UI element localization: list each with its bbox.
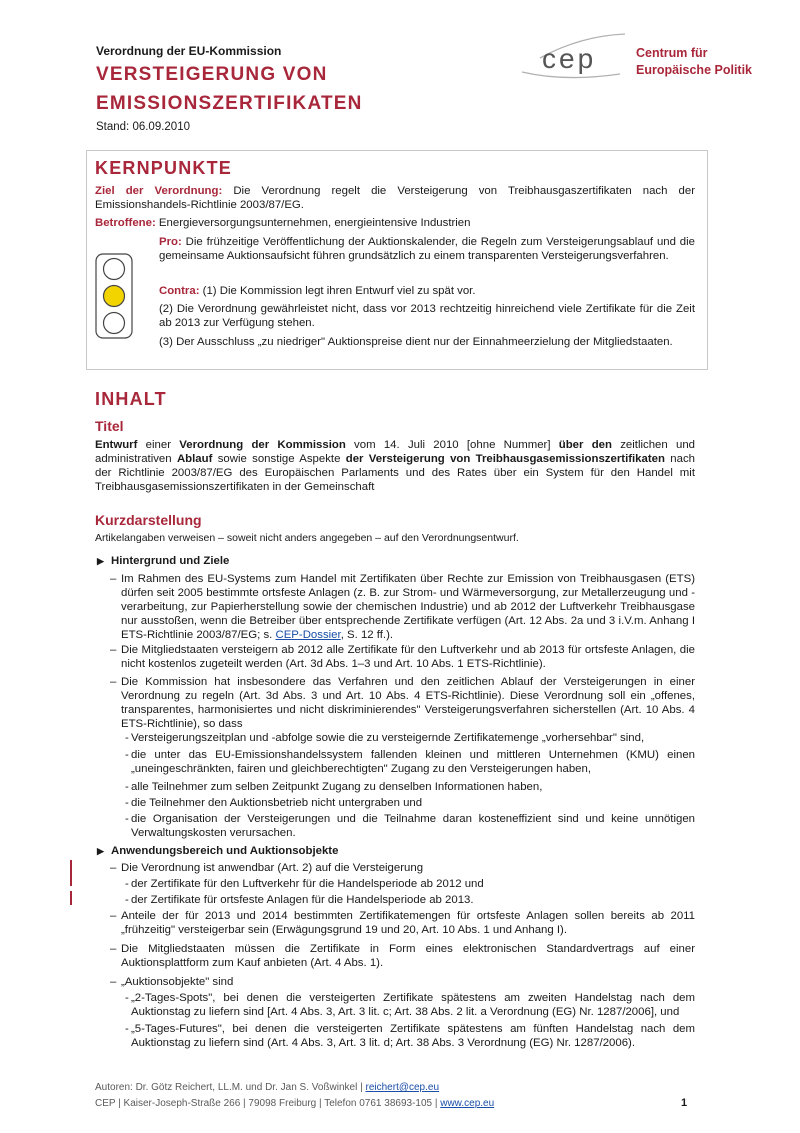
sub-list-item <box>125 893 695 907</box>
footer-authors-text: Autoren: Dr. Götz Reichert, LL.M. und Dr. Jan S. Voßwinkel | <box>95 1082 366 1093</box>
sub-bullet: - <box>125 732 129 744</box>
titel-part: vom 14. Juli 2010 [ohne Nummer] <box>345 439 559 451</box>
list-item-text: Anteile der für 2013 und 2014 bestimmten Zertifikatemengen für ortsfeste Anlagen sollen bereits ab 2011 „frühzeitig" versteigerbar sein (Erwägungsgrund 19 und 20, Art. 10 Abs. 1 und Anhang I). <box>121 910 695 936</box>
traffic-light-yellow-lamp <box>104 286 125 307</box>
list-item-text: Im Rahmen des EU-Systems zum Handel mit Zertifikaten über Rechte zur Emission von Treibhausgasen (ETS) dürfen seit 2005 bestimmte ortsfeste Anlagen (z. B. zur Strom- und Wärmeversorgung, zur Metallerzeugung und -verarbeitung, zur Papierherstellung sowie der chemischen Industrie) und ab 2012 der Luftverkehr Treibhausgase nur ausstoßen, wenn die Betreiber über entsprechende Zertifikate verfügen (Art. 12 Abs. 2a und 3 i.V.m. Anhang I ETS-Richtlinie 2003/87/EG; s. <box>121 573 695 641</box>
document-date: Stand: 06.09.2010 <box>96 121 190 133</box>
sub-list-item-text: „2-Tages-Spots", bei denen die versteigerten Zertifikate spätestens am zweiten Handelstag nach dem Auktionstag zu liefern sind [Art. 4 Abs. 3, Art. 3 lit. c; Art. 38 Abs. 2 lit. a Verordnung (EG) Nr. 1287/2006], und <box>131 992 695 1018</box>
sub-bullet: - <box>125 797 129 809</box>
triangle-bullet-icon: ▶ <box>97 846 104 856</box>
sub-bullet: - <box>125 1023 129 1035</box>
betroffene-label: Betroffene: <box>95 217 156 229</box>
logo-wordmark: cep <box>542 43 597 74</box>
list-item <box>110 572 695 642</box>
list-item <box>110 643 695 671</box>
sub-list-item <box>125 748 695 776</box>
kurzdarstellung-heading: Kurzdarstellung <box>95 512 202 528</box>
contra-text-1: (1) Die Kommission legt ihren Entwurf viel zu spät vor. <box>199 285 476 297</box>
list-item <box>110 861 695 875</box>
sub-list-item <box>125 796 695 810</box>
page-number: 1 <box>681 1097 688 1109</box>
section-heading-text: Anwendungsbereich und Auktionsobjekte <box>111 845 339 857</box>
titel-paragraph <box>95 438 695 494</box>
list-item-text: „Auktionsobjekte" sind <box>121 976 234 988</box>
sub-list-item-text: die Teilnehmer den Auktionsbetrieb nicht untergraben und <box>131 797 423 809</box>
section-heading-anwendungsbereich <box>97 845 338 857</box>
sub-list-item <box>125 991 695 1019</box>
dash-bullet: – <box>110 910 117 922</box>
cep-dossier-link[interactable]: CEP-Dossier <box>275 629 341 641</box>
titel-part: der Versteigerung von Treibhausgasemissionszertifikaten <box>345 453 665 465</box>
sub-bullet: - <box>125 992 129 1004</box>
sub-list-item-text: Versteigerungszeitplan und -abfolge sowie die zu versteigernde Zertifikatemenge „vorhersehbar" sind, <box>131 732 645 744</box>
org-name-line1: Centrum für <box>636 46 708 60</box>
footer-email-link[interactable]: reichert@cep.eu <box>365 1082 440 1093</box>
sub-list-item-text: der Zertifikate für ortsfeste Anlagen für die Handelsperiode ab 2013. <box>131 894 474 906</box>
kernpunkte-betroffene <box>95 216 695 230</box>
org-name-line2: Europäische Politik <box>636 63 753 77</box>
triangle-bullet-icon: ▶ <box>97 556 104 566</box>
list-item <box>110 909 695 937</box>
inhalt-heading: INHALT <box>95 389 167 409</box>
list-item <box>110 942 695 970</box>
org-name <box>636 45 752 79</box>
dash-bullet: – <box>110 943 117 955</box>
titel-part: Ablauf <box>176 453 213 465</box>
footer-web-link[interactable]: www.cep.eu <box>440 1098 495 1109</box>
sub-bullet: - <box>125 878 129 890</box>
sub-list-item <box>125 877 695 891</box>
contra-text-3: (3) Der Ausschluss „zu niedriger" Auktionspreise dient nur der Einnahmeerzielung der Mitgliedstaaten. <box>159 336 673 348</box>
list-item-text: Die Verordnung ist anwendbar (Art. 2) auf die Versteigerung <box>121 862 424 874</box>
list-item-text: , S. 12 ff.). <box>340 629 394 641</box>
titel-part: nach der Richtlinie 2003/87/EG des Europäischen Parlaments und des Rates über ein System für den Handel mit Treibhausgasemissionszertifikaten in der Gemeinschaft <box>95 453 695 493</box>
sub-bullet: - <box>125 781 129 793</box>
sub-list-item-text: die Organisation der Versteigerungen und die Teilnahme daran kosteneffizient sind und keine unnötigen Verwaltungskosten verursachen. <box>131 813 695 839</box>
traffic-light-icon <box>95 253 133 339</box>
change-marker-bar <box>70 860 72 886</box>
sub-list-item <box>125 812 695 840</box>
titel-heading: Titel <box>95 418 124 434</box>
titel-part: Entwurf <box>95 439 138 451</box>
list-item-text: Die Mitgliedstaaten müssen die Zertifikate in Form eines elektronischen Standardvertrags auf einer Auktionsplattform zum Kauf anbieten (Art. 4 Abs. 1). <box>121 943 695 969</box>
titel-part: zeitlichen und administrativen <box>95 439 695 465</box>
section-heading-text: Hintergrund und Ziele <box>111 555 230 567</box>
dash-bullet: – <box>110 676 117 688</box>
titel-part: über den <box>558 439 612 451</box>
sub-bullet: - <box>125 749 129 761</box>
section-heading-hintergrund <box>97 555 229 567</box>
change-marker-bar <box>70 891 72 905</box>
dash-bullet: – <box>110 976 117 988</box>
titel-part: sowie sonstige Aspekte <box>212 453 346 465</box>
kernpunkte-contra <box>159 284 695 298</box>
dash-bullet: – <box>110 862 117 874</box>
kernpunkte-heading: KERNPUNKTE <box>95 158 233 178</box>
footer-address <box>95 1098 494 1109</box>
sub-list-item <box>125 731 695 745</box>
sub-list-item-text: der Zertifikate für den Luftverkehr für die Handelsperiode ab 2012 und <box>131 878 484 890</box>
document-title-line2: EMISSIONSZERTIFIKATEN <box>96 93 363 114</box>
list-item <box>110 675 695 731</box>
dash-bullet: – <box>110 573 117 585</box>
sub-bullet: - <box>125 894 129 906</box>
document-title-line1: VERSTEIGERUNG VON <box>96 64 328 85</box>
traffic-light-green-lamp <box>104 313 125 334</box>
ziel-label: Ziel der Verordnung: <box>95 185 223 197</box>
kernpunkte-pro <box>159 235 695 263</box>
list-item <box>110 975 695 989</box>
kurzdarstellung-note: Artikelangaben verweisen – soweit nicht anders angegeben – auf den Verordnungsentwurf. <box>95 532 519 544</box>
list-item-text: Die Mitgliedstaaten versteigern ab 2012 alle Zertifikate für den Luftverkehr und ab 2013 für ortsfeste Anlagen, die nicht kostenlos zugeteilt werden (Art. 3d Abs. 1–3 und Art. 10 Abs. 1 ETS-Richtlinie). <box>121 644 695 670</box>
pro-label: Pro: <box>159 236 182 248</box>
sub-list-item-text: alle Teilnehmer zum selben Zeitpunkt Zugang zu denselben Informationen haben, <box>131 781 543 793</box>
contra-label: Contra: <box>159 285 200 297</box>
sub-bullet: - <box>125 813 129 825</box>
dash-bullet: – <box>110 644 117 656</box>
sub-list-item <box>125 780 695 794</box>
sub-list-item-text: die unter das EU-Emissionshandelssystem fallenden kleinen und mittleren Unternehmen (KMU) einen „uneingeschränkten, fairen und gleichberechtigten" Zugang zu den Versteigerungen haben, <box>131 749 695 775</box>
ziel-text: Die Verordnung regelt die Versteigerung von Treibhausgaszertifikaten nach der Emissionshandels-Richtlinie 2003/87/EG. <box>95 185 695 211</box>
titel-part: einer <box>137 439 180 451</box>
contra-text-2: (2) Die Verordnung gewährleistet nicht, dass vor 2013 rechtzeitig hinreichend viele Zertifikate für die Zeit ab 2013 zur Verfügung stehen. <box>159 303 695 329</box>
titel-part: Verordnung der Kommission <box>179 439 346 451</box>
sub-list-item-text: „5-Tages-Futures", bei denen die versteigerten Zertifikate spätestens am fünften Handelstag nach dem Auktionstag zu liefern sind (Art. 4 Abs. 3, Art. 3 lit. d; Art. 38 Abs. 3 Verordnung (EG) Nr. 1287/2006). <box>131 1023 695 1049</box>
footer-address-text: CEP | Kaiser-Joseph-Straße 266 | 79098 Freiburg | Telefon 0761 38693-105 | <box>95 1098 441 1109</box>
pro-text: Die frühzeitige Veröffentlichung der Auktionskalender, die Regeln zum Versteigerungsablauf und die gemeinsame Auktionsaufsicht führen grundsätzlich zu einem transparenten Versteigerungsverfahren. <box>159 236 695 262</box>
betroffene-text: Energieversorgungsunternehmen, energieintensive Industrien <box>155 217 471 229</box>
list-item-text: Die Kommission hat insbesondere das Verfahren und den zeitlichen Ablauf der Versteigerungen in einer Verordnung zu regeln (Art. 3d Abs. 3 und Art. 10 Abs. 4 ETS-Richtlinie). Diese Verordnung soll ein „offenes, transparentes, harmonisiertes und nicht diskriminierendes" Versteigerungsverfahren sicherstellen (Art. 10 Abs. 4 ETS-Richtlinie), so dass <box>121 676 695 730</box>
footer-authors <box>95 1082 439 1093</box>
kernpunkte-ziel <box>95 184 695 212</box>
issuer-label: Verordnung der EU-Kommission <box>96 44 282 58</box>
traffic-light-red-lamp <box>104 259 125 280</box>
sub-list-item <box>125 1022 695 1050</box>
